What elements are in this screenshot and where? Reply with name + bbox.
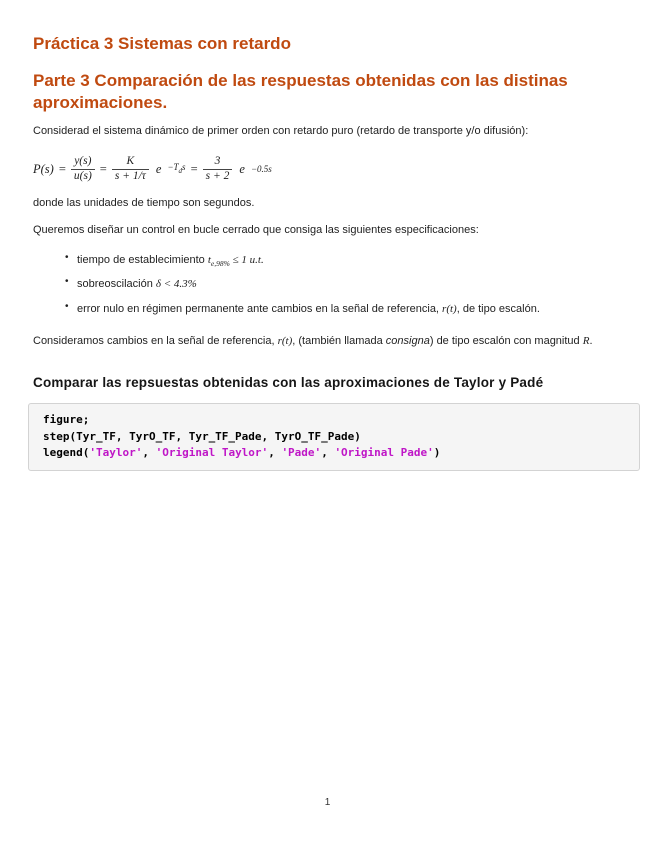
spec-text: , de tipo escalón. (456, 302, 540, 315)
fraction-denominator: s + 1/τ (114, 170, 146, 183)
math-subscript: e,98% (210, 259, 230, 269)
exp-sup-subscript: d (178, 166, 183, 175)
text-run: ) de tipo escalón con magnitud (429, 335, 583, 348)
fraction-numerator: K (112, 155, 149, 170)
exp-sup-text: −T (167, 162, 179, 173)
spec-item-steady-state-error (77, 301, 639, 318)
math-symbol: δ < 4.3% (155, 278, 197, 291)
matlab-code-block (28, 403, 640, 471)
code-text: , (321, 446, 335, 460)
formula-equals: = (58, 162, 66, 177)
spec-item-settling-time (77, 252, 639, 269)
code-text: ) (433, 446, 441, 460)
math-condition: ≤ 1 u.t. (229, 253, 264, 266)
exp-delay-symbolic (167, 162, 185, 175)
formula-equals: = (190, 162, 198, 177)
fraction-numerator: 3 (203, 155, 233, 170)
spec-item-overshoot (77, 276, 639, 293)
fraction-k-tau (112, 155, 149, 184)
math-inline (156, 278, 197, 290)
formula-lhs: P(s) (33, 162, 54, 177)
fraction-ys-us (71, 155, 95, 184)
code-text: , (268, 446, 282, 460)
exp-base: e (239, 162, 245, 177)
code-string: 'Original Taylor' (155, 446, 269, 460)
fraction-3-s2 (203, 155, 233, 184)
page-number: 1 (324, 797, 331, 808)
spec-text: tiempo de establecimiento (77, 253, 208, 266)
math-symbol: t (207, 253, 211, 266)
code-string: 'Original Pade' (334, 446, 434, 460)
compare-heading: Comparar las repsuestas obtenidas con las aproximaciones de Taylor y Padé (33, 375, 544, 391)
transfer-function-formula (33, 155, 639, 184)
section-title: Parte 3 Comparación de las respuestas obtenidas con las distinas aproximaciones. (33, 70, 568, 112)
code-line-step: step(Tyr_TF, TyrO_TF, Tyr_TF_Pade, TyrO_TF_Pade) (43, 429, 361, 443)
term-consigna: consigna (385, 335, 430, 348)
text-run: . (589, 335, 593, 348)
fraction-numerator: y(s) (71, 155, 95, 170)
text-run: , (también llamada (292, 335, 386, 348)
code-text: legend( (43, 446, 90, 460)
doc-title: Práctica 3 Sistemas con retardo (33, 34, 291, 53)
math-R: R (582, 335, 590, 348)
math-symbol: r(t) (442, 302, 457, 315)
fraction-denominator: s + 2 (205, 170, 230, 183)
code-line-figure: figure; (43, 413, 90, 427)
spec-text: error nulo en régimen permanente ante cambios en la señal de referencia, (77, 302, 443, 315)
spec-list (33, 252, 639, 318)
paragraph-units: donde las unidades de tiempo son segundos. (33, 196, 255, 209)
exp-delay-numeric: −0.5s (250, 163, 272, 174)
exp-sup-text: s (182, 162, 186, 173)
math-inline (207, 253, 264, 269)
fraction-denominator: u(s) (73, 170, 92, 183)
text-run: Consideramos cambios en la señal de referencia, (33, 335, 278, 348)
paragraph-specs-intro: Queremos diseñar un control en bucle cerrado que consiga las siguientes especificaciones: (33, 223, 479, 236)
paragraph-intro: Considerad el sistema dinámico de primer orden con retardo puro (retardo de transporte y/o difusión): (33, 125, 529, 138)
spec-text: sobreoscilación (77, 278, 156, 291)
exp-base: e (155, 162, 162, 177)
code-text: , (142, 446, 156, 460)
formula-equals: = (99, 162, 107, 177)
paragraph-consigna (33, 333, 595, 350)
math-inline (442, 303, 457, 315)
math-rt: r(t) (277, 335, 293, 348)
code-string: 'Taylor' (89, 446, 143, 460)
code-string: 'Pade' (281, 446, 322, 460)
code-line-legend (43, 445, 625, 462)
